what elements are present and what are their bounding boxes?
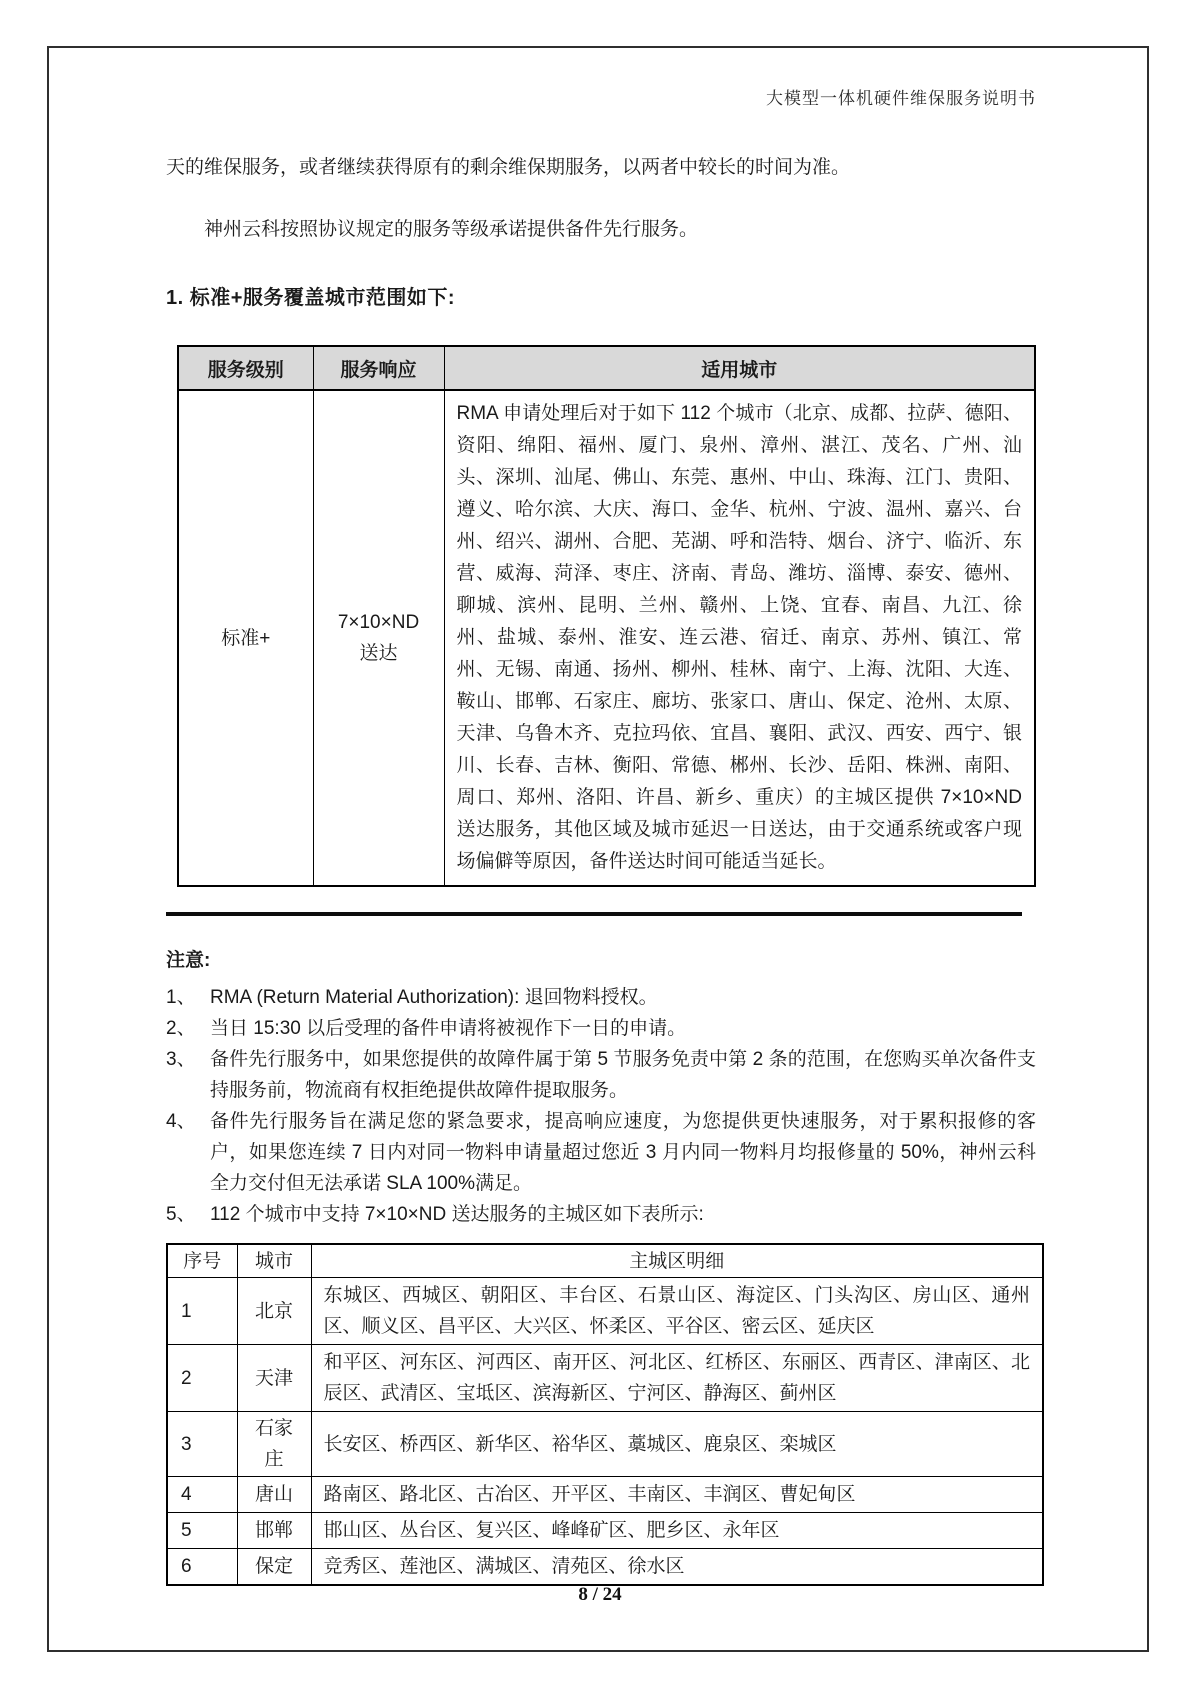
applicable-cities-cell: RMA 申请处理后对于如下 112 个城市（北京、成都、拉萨、德阳、资阳、绵阳、福州、厦门、泉州、漳州、湛江、茂名、广州、汕头、深圳、汕尾、佛山、东莞、惠州、中山、珠海、江门、贵阳、遵义、哈尔滨、大庆、海口、金华、杭州、宁波、温州、嘉兴、台州、绍兴、湖州、合肥、芜湖、呼和浩特、烟台、济宁、临沂、东营、威海、菏泽、枣庄、济南、青岛、潍坊、淄博、泰安、德州、聊城、滨州、昆明、兰州、赣州、上饶、宜春、南昌、九江、徐州、盐城、泰州、淮安、连云港、宿迁、南京、苏州、镇江、常州、无锡、南通、扬州、柳州、桂林、南宁、上海、沈阳、大连、鞍山、邯郸、石家庄、廊坊、张家口、唐山、保定、沧州、太原、天津、乌鲁木齐、克拉玛依、宜昌、襄阳、武汉、西安、西宁、银川、长春、吉林、衡阳、常德、郴州、长沙、岳阳、株洲、南阳、周口、郑州、洛阳、许昌、新乡、重庆）的主城区提供 7×10×ND 送达服务，其他区域及城市延迟一日送达，由于交通系统或客户现场偏僻等原因，备件送达时间可能适当延长。	[444, 390, 1035, 886]
note-item-5	[166, 1199, 1036, 1230]
service-table-row	[178, 390, 1035, 886]
note-number: 3、	[166, 1049, 196, 1070]
row-number: 4	[167, 1477, 237, 1513]
section-heading: 1. 标准+服务覆盖城市范围如下:	[166, 287, 456, 309]
intro-paragraph-1: 天的维保服务，或者继续获得原有的剩余维保期服务，以两者中较长的时间为准。	[166, 157, 851, 178]
page-content	[166, 0, 1036, 1586]
service-table-header-row	[178, 346, 1035, 390]
service-level-header: 服务级别	[178, 346, 313, 390]
service-response-header: 服务响应	[313, 346, 444, 390]
city-name: 邯郸	[237, 1513, 311, 1549]
service-response-line-2: 送达	[359, 643, 398, 664]
city-name: 天津	[237, 1345, 311, 1412]
service-coverage-table	[177, 345, 1036, 887]
row-number: 3	[167, 1412, 237, 1477]
note-text: 112 个城市中支持 7×10×ND 送达服务的主城区如下表所示:	[210, 1204, 704, 1225]
district-detail-header: 主城区明细	[311, 1244, 1043, 1278]
note-item-2	[166, 1013, 1036, 1044]
district-row-4	[167, 1477, 1043, 1513]
notes-list	[166, 982, 1036, 1230]
note-text: 备件先行服务中，如果您提供的故障件属于第 5 节服务免责中第 2 条的范围，在您购买单次备件支持服务前，物流商有权拒绝提供故障件提取服务。	[210, 1049, 1036, 1101]
document-header-title: 大模型一体机硬件维保服务说明书	[766, 89, 1036, 108]
city-name: 北京	[237, 1278, 311, 1345]
section-divider	[166, 912, 1022, 916]
district-detail: 竞秀区、莲池区、满城区、清苑区、徐水区	[311, 1549, 1043, 1586]
district-detail: 和平区、河东区、河西区、南开区、河北区、红桥区、东丽区、西青区、津南区、北辰区、武清区、宝坻区、滨海新区、宁河区、静海区、蓟州区	[311, 1345, 1043, 1412]
district-row-2	[167, 1345, 1043, 1412]
applicable-cities-header: 适用城市	[444, 346, 1035, 390]
district-detail: 东城区、西城区、朝阳区、丰台区、石景山区、海淀区、门头沟区、房山区、通州区、顺义区、昌平区、大兴区、怀柔区、平谷区、密云区、延庆区	[311, 1278, 1043, 1345]
note-text: RMA (Return Material Authorization): 退回物料授权。	[210, 987, 658, 1008]
service-level-cell: 标准+	[178, 390, 313, 886]
district-no-header: 序号	[167, 1244, 237, 1278]
note-item-3	[166, 1044, 1036, 1106]
note-number: 5、	[166, 1204, 196, 1225]
note-text: 备件先行服务旨在满足您的紧急要求，提高响应速度，为您提供更快速服务，对于累积报修的客户，如果您连续 7 日内对同一物料申请量超过您近 3 月内同一物料月均报修量的 50%，神州云科全力交付但无法承诺 SLA 100%满足。	[210, 1111, 1036, 1194]
service-response-line-1: 7×10×ND	[337, 612, 420, 633]
note-number: 2、	[166, 1018, 196, 1039]
intro-paragraph-2: 神州云科按照协议规定的服务等级承诺提供备件先行服务。	[204, 219, 699, 240]
row-number: 2	[167, 1345, 237, 1412]
city-name: 石家庄	[237, 1412, 311, 1477]
row-number: 6	[167, 1549, 237, 1586]
district-row-5	[167, 1513, 1043, 1549]
note-number: 1、	[166, 987, 196, 1008]
note-item-4	[166, 1106, 1036, 1199]
district-row-1	[167, 1278, 1043, 1345]
district-row-6	[167, 1549, 1043, 1586]
district-table-header-row	[167, 1244, 1043, 1278]
district-table	[166, 1243, 1044, 1586]
district-detail: 邯山区、丛台区、复兴区、峰峰矿区、肥乡区、永年区	[311, 1513, 1043, 1549]
notes-title: 注意:	[166, 950, 211, 971]
city-name: 保定	[237, 1549, 311, 1586]
district-detail: 长安区、桥西区、新华区、裕华区、藁城区、鹿泉区、栾城区	[311, 1412, 1043, 1477]
district-detail: 路南区、路北区、古冶区、开平区、丰南区、丰润区、曹妃甸区	[311, 1477, 1043, 1513]
city-name: 唐山	[237, 1477, 311, 1513]
page-number: 8 / 24	[578, 1584, 622, 1605]
note-number: 4、	[166, 1111, 196, 1132]
district-city-header: 城市	[237, 1244, 311, 1278]
note-item-1	[166, 982, 1036, 1013]
row-number: 1	[167, 1278, 237, 1345]
row-number: 5	[167, 1513, 237, 1549]
district-row-3	[167, 1412, 1043, 1477]
service-response-cell	[313, 390, 444, 886]
note-text: 当日 15:30 以后受理的备件申请将被视作下一日的申请。	[210, 1018, 687, 1039]
